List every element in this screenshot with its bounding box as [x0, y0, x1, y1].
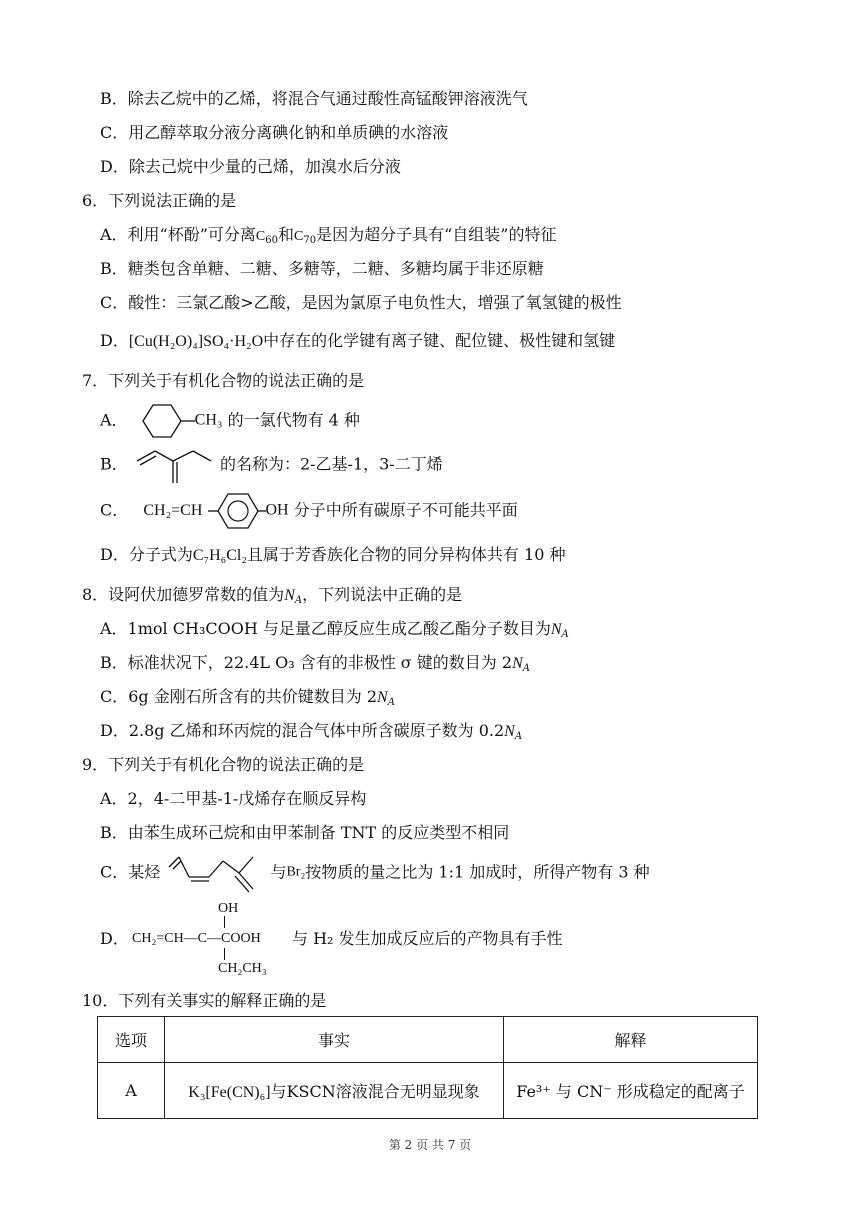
row-option: A: [98, 1063, 165, 1119]
q9-option-b: B．由苯生成环己烷和由甲苯制备 TNT 的反应类型不相同: [100, 823, 510, 842]
q6-option-a: A．利用“杯酚”可分离$C_{60}$和$C_{70}$是因为超分子具有“自组装”的特征: [100, 225, 557, 246]
q6-option-b: B．糖类包含单糖、二糖、多糖等，二糖、多糖均属于非还原糖: [100, 259, 544, 278]
hydrocarbon-structure: [165, 853, 265, 893]
q5-option-d: D．除去己烷中少量的己烯，加溴水后分液: [100, 157, 401, 176]
page-footer: 第 2 页 共 7 页: [388, 1138, 472, 1152]
q7-stem: 7．下列关于有机化合物的说法正确的是: [82, 371, 365, 390]
q6-option-d: D．[Cu(H₂O)₄]SO₄·H₂O中存在的化学键有离子键、配位键、极性键和氢键: [100, 331, 616, 350]
q7-option-c: C． CH₂=CH OH 分子中所有碳原子不可能共平面: [100, 488, 518, 533]
q9-stem: 9．下列关于有机化合物的说法正确的是: [82, 755, 365, 774]
header-option: 选项: [98, 1017, 165, 1063]
table-row: [98, 1063, 758, 1119]
q8-option-c: C．6g 金刚石所含有的共价键数目为 $2N_A$: [100, 687, 395, 708]
row-explain: Fe³⁺ 与 CN⁻ 形成稳定的配离子: [504, 1063, 758, 1119]
row-fact: K₃[Fe(CN)₆]与KSCN溶液混合无明显现象: [165, 1063, 504, 1119]
q6-option-c: C．酸性：三氯乙酸>乙酸，是因为氯原子电负性大，增强了氧氢键的极性: [100, 293, 622, 312]
q5-option-c: C．用乙醇萃取分液分离碘化钠和单质碘的水溶液: [100, 123, 449, 142]
q6-stem: 6．下列说法正确的是: [82, 191, 237, 210]
q8-option-a: A．1mol CH₃COOH 与足量乙醇反应生成乙酸乙酯分子数目为$N_A$: [100, 619, 569, 640]
q5-option-b: B．除去乙烷中的乙烯，将混合气通过酸性高锰酸钾溶液洗气: [100, 89, 528, 108]
q8-option-d: D．2.8g 乙烯和环丙烷的混合气体中所含碳原子数为 $0.2N_A$: [100, 721, 523, 742]
q9-option-c: C．某烃 与Br₂按物质的量之比为 1:1 加成时，所得产物有 3 种: [100, 850, 650, 895]
complex-formula: [Cu(H₂O)₄]SO₄·H₂O: [128, 333, 264, 350]
diene-structure: [133, 445, 215, 485]
q7-option-d: D．分子式为C₇H₆Cl₂且属于芳香族化合物的同分异构体共有 10 种: [100, 545, 566, 564]
header-fact: 事实: [165, 1017, 504, 1063]
q10-stem: 10．下列有关事实的解释正确的是: [82, 991, 327, 1010]
q7-option-a: A． CH₃ 的一氯代物有 4 种: [100, 398, 360, 443]
q8-option-b: B．标准状况下，22.4L O₃ 含有的非极性 σ 键的数目为 $2N_A$: [100, 653, 530, 674]
q10-table: [97, 1016, 758, 1119]
methylcyclohexane-structure: [133, 399, 195, 443]
q9-option-a: A．2，4-二甲基-1-戊烯存在顺反异构: [100, 789, 367, 808]
q8-stem: 8．设阿伏加德罗常数的值为$N_A$，下列说法中正确的是: [82, 585, 463, 606]
benzene-ring-structure: [208, 489, 266, 533]
table-header-row: [98, 1017, 758, 1063]
q7-option-b: B． 的名称为：2-乙基-1，3-二丁烯: [100, 442, 443, 487]
header-explain: 解释: [504, 1017, 758, 1063]
